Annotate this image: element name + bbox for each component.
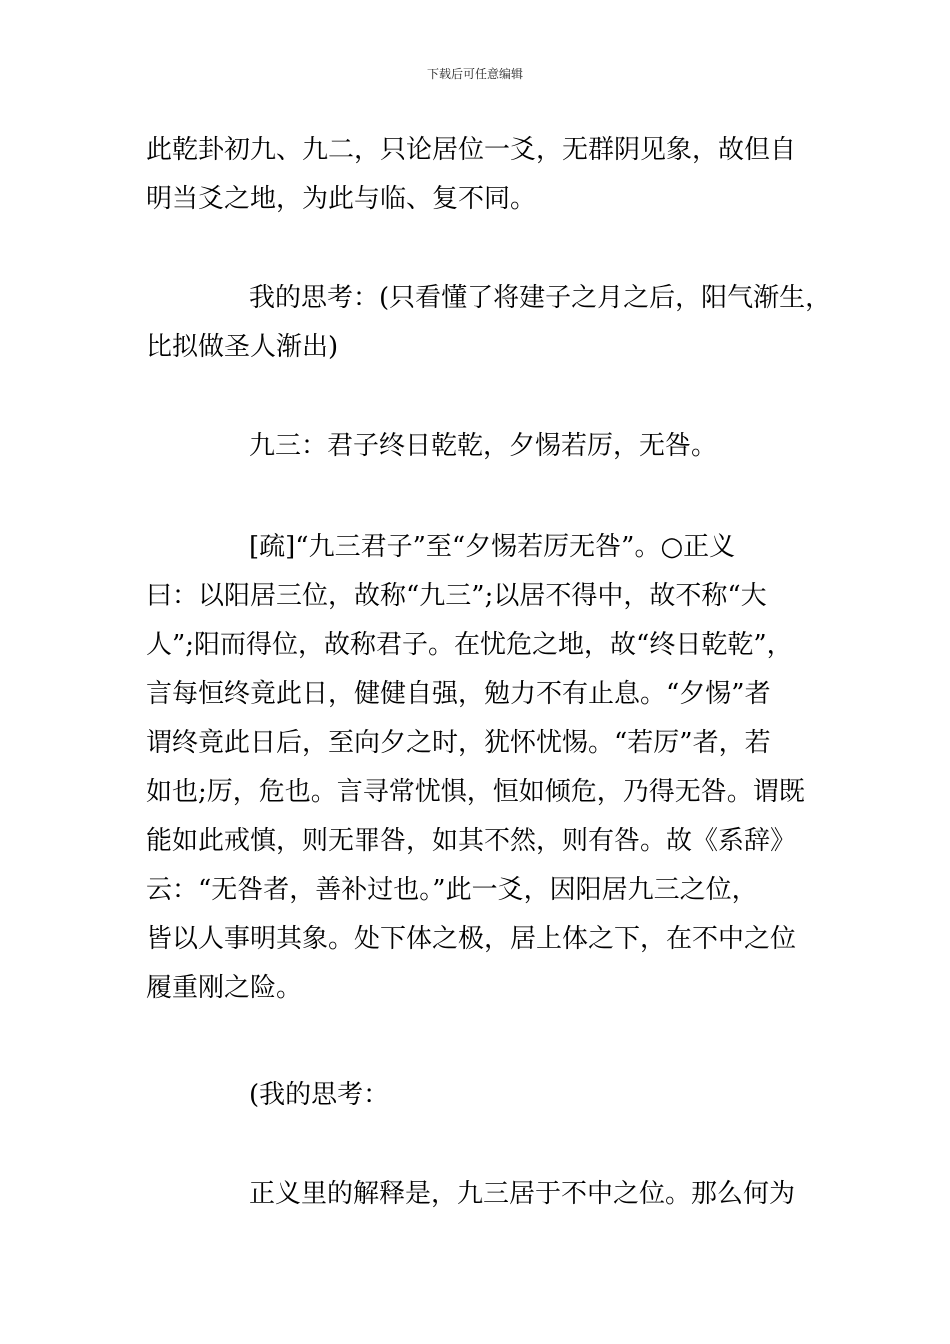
text-line: 言每恒终竟此日，健健自强，勉力不有止息。“夕惕”者 [146,679,771,709]
text-line: 正义里的解释是，九三居于不中之位。那么何为 [249,1179,796,1209]
text-line: 皆以人事明其象。处下体之极，居上体之下，在不中之位 [146,924,797,954]
text-line: 谓终竟此日后，至向夕之时，犹怀忧惕。“若厉”者，若 [146,728,771,758]
paragraph-6 [146,1170,826,1219]
text-line: (我的思考： [249,1080,390,1110]
text-line: 此乾卦初九、九二，只论居位一爻，无群阴见象，故但自 [146,135,797,165]
text-line: 我的思考：(只看懂了将建子之月之后，阳气渐生， [249,283,832,313]
text-line: 能如此戒慎，则无罪咎，如其不然，则有咎。故《系辞》 [146,826,797,856]
paragraph-2 [146,274,832,372]
header-note: 下载后可任意编辑 [426,67,523,81]
text-line: 曰：以阳居三位，故称“九三”;以居不得中，故不称“大 [146,581,767,611]
text-line: 履重刚之险。 [146,973,303,1003]
text-line: 云：“无咎者，善补过也。”此一爻，因阳居九三之位， [146,875,758,905]
text-line: 人”;阳而得位，故称君子。在忧危之地，故“终日乾乾”， [146,630,793,660]
text-line: 如也;厉，危也。言寻常忧惧，恒如倾危，乃得无咎。谓既 [146,777,805,807]
text-line: 九三：君子终日乾乾，夕惕若厉，无咎。 [249,431,718,461]
text-line: 明当爻之地，为此与临、复不同。 [146,184,537,214]
paragraph-1 [146,126,826,224]
text-line: [疏]“九三君子”至“夕惕若厉无咎”。○正义 [249,532,736,562]
paragraph-3 [146,422,826,471]
paragraph-5 [146,1071,826,1120]
paragraph-4 [146,523,826,1013]
text-line: 比拟做圣人渐出) [146,332,339,362]
